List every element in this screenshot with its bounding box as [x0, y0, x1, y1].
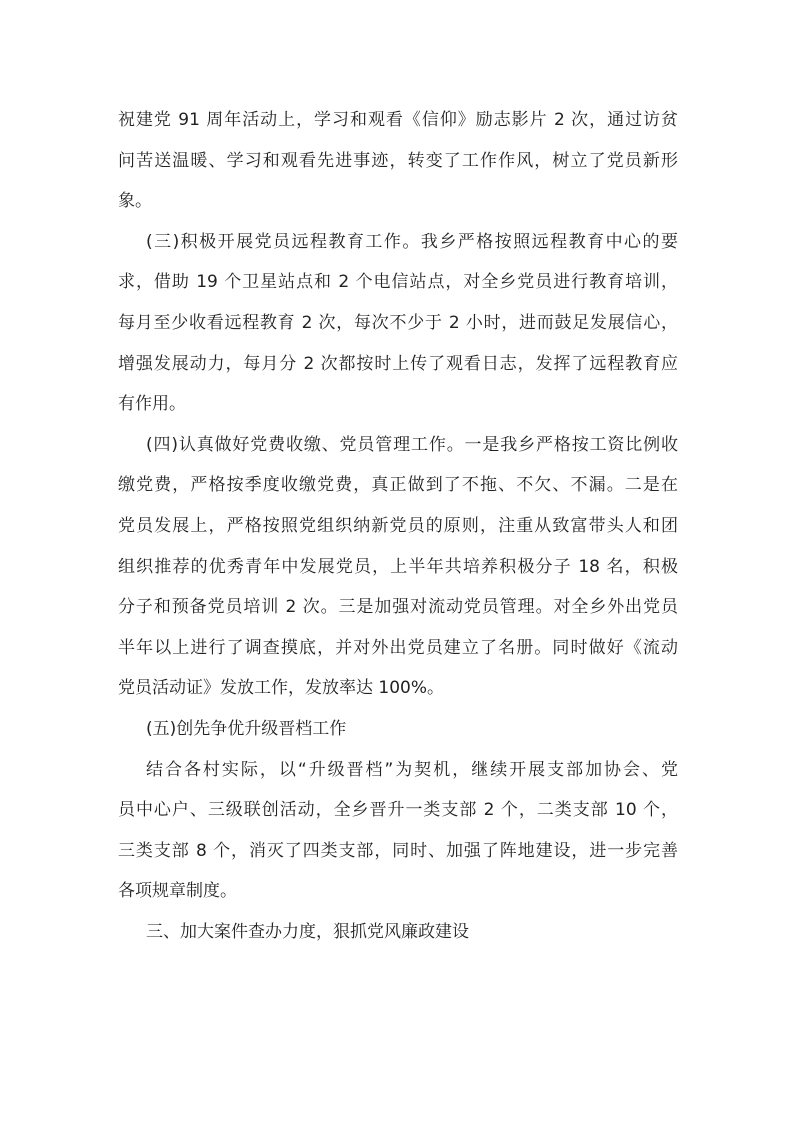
document-body [118, 100, 678, 952]
text-line: 各项规章制度。 [118, 881, 237, 902]
text-line: 员中心户、三级联创活动，全乡晋升一类支部 2 个，二类支部 10 个， [118, 800, 678, 821]
text-line: 党员活动证》发放工作，发放率达 100%。 [118, 678, 445, 699]
text-line: 问苦送温暖、学习和观看先进事迹，转变了工作作风，树立了党员新形 [118, 150, 678, 171]
text-line: 半年以上进行了调查摸底，并对外出党员建立了名册。同时做好《流动 [118, 637, 678, 658]
text-line: 结合各村实际，以“升级晋档”为契机，继续开展支部加协会、党 [146, 759, 678, 780]
text-line: 有作用。 [118, 394, 186, 415]
text-line: 缴党费，严格按季度收缴党费，真正做到了不拖、不欠、不漏。二是在 [118, 475, 678, 496]
text-line: 三、加大案件查办力度，狠抓党风廉政建设 [146, 921, 469, 942]
text-line: 增强发展动力，每月分 2 次都按时上传了观看日志，发挥了远程教育应 [118, 353, 678, 374]
text-line: 每月至少收看远程教育 2 次，每次不少于 2 小时，进而鼓足发展信心， [118, 312, 678, 333]
text-line: 组织推荐的优秀青年中发展党员，上半年共培养积极分子 18 名，积极 [118, 556, 678, 577]
text-line: 象。 [118, 191, 152, 212]
text-line: 三类支部 8 个，消灭了四类支部，同时、加强了阵地建设，进一步完善 [118, 840, 678, 861]
text-line: (四)认真做好党费收缴、党员管理工作。一是我乡严格按工资比例收 [146, 434, 678, 455]
text-line: 求，借助 19 个卫星站点和 2 个电信站点，对全乡党员进行教育培训， [118, 272, 678, 293]
text-line: (三)积极开展党员远程教育工作。我乡严格按照远程教育中心的要 [146, 231, 678, 252]
text-line: 党员发展上，严格按照党组织纳新党员的原则，注重从致富带头人和团 [118, 515, 678, 536]
text-line: 祝建党 91 周年活动上，学习和观看《信仰》励志影片 2 次，通过访贫 [118, 110, 678, 130]
text-line: 分子和预备党员培训 2 次。三是加强对流动党员管理。对全乡外出党员 [118, 597, 678, 618]
text-line: (五)创先争优升级晋档工作 [146, 718, 347, 739]
